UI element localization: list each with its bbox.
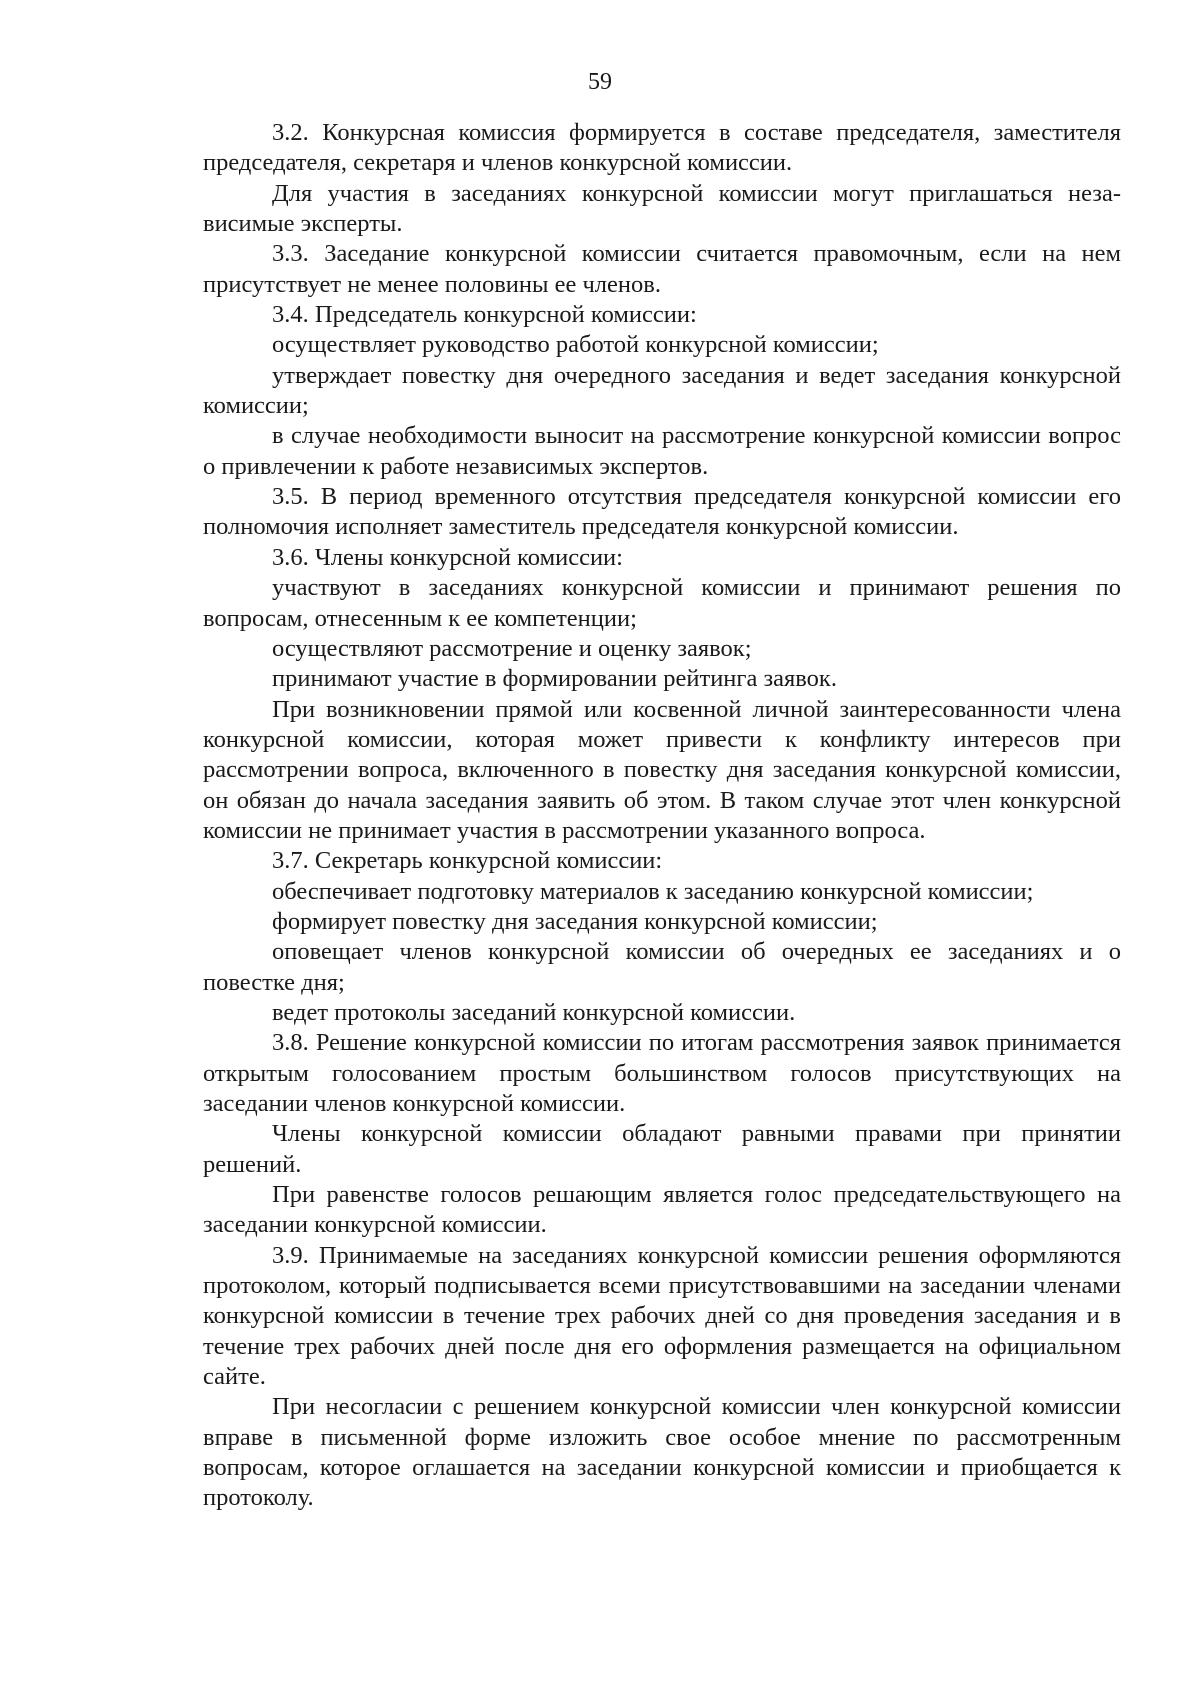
document-body <box>203 118 1121 1514</box>
paragraph-3-9: 3.9. Принимаемые на заседаниях конкурсной комиссии решения оформляются протоколом, который подписывается всеми присутствовавшими на заседании членами конкурсной комиссии в течение трех рабочих дней со дня проведения заседания и в течение трех рабочих дней после дня его оформления размещается на официальном сайте. <box>203 1241 1121 1391</box>
paragraph-dissenting-opinion: При несогласии с решением конкурсной комиссии член конкурсной комиссии вправе в письменной форме изложить свое особое мнение по рассмотренным вопросам, которое оглашается на заседании конкурсной комиссии и приобщается к протоколу. <box>203 1393 1121 1512</box>
paragraph-equal-rights: Члены конкурсной комиссии обладают равными правами при принятии решений. <box>203 1120 1121 1178</box>
list-item: ведет протоколы заседаний конкурсной комиссии. <box>272 998 796 1026</box>
list-item: принимают участие в формировании рейтинга заявок. <box>272 665 837 693</box>
list-item: обеспечивает подготовку материалов к заседанию конкурсной комиссии; <box>272 877 1034 905</box>
page-number: 59 <box>588 69 612 95</box>
paragraph-experts: Для участия в заседаниях конкурсной комиссии могут приглашаться независимые эксперты. <box>203 179 1121 238</box>
paragraph-3-3: 3.3. Заседание конкурсной комиссии считается правомочным, если на нем присутствует не менее половины ее членов. <box>203 240 1121 298</box>
list-item: участвуют в заседаниях конкурсной комиссии и принимают решения по вопросам, отнесенным к ее компетенции; <box>203 574 1121 632</box>
paragraph-tie-vote: При равенстве голосов решающим является голос председательствующего на заседании конкурсной комиссии. <box>203 1181 1121 1239</box>
list-item: осуществляют рассмотрение и оценку заявок; <box>272 634 752 662</box>
paragraph-3-4: 3.4. Председатель конкурсной комиссии: <box>272 301 697 329</box>
paragraph-3-6: 3.6. Члены конкурсной комиссии: <box>272 543 623 571</box>
list-item: оповещает членов конкурсной комиссии об очередных ее заседаниях и о повестке дня; <box>203 938 1121 996</box>
list-item: утверждает повестку дня очередного заседания и ведет заседания конкурсной комиссии; <box>203 361 1121 420</box>
paragraph-3-5: 3.5. В период временного отсутствия председателя конкурсной комиссии его полномочия исполняет заместитель председателя конкурсной комиссии. <box>203 483 1121 541</box>
paragraph-3-7: 3.7. Секретарь конкурсной комиссии: <box>272 847 663 875</box>
paragraph-conflict-of-interest: При возникновении прямой или косвенной личной заинтересованности члена конкурсной комиссии, которая может привести к конфликту интересов при рассмотрении вопроса, включенного в повестку дня заседания конкурсной комиссии, он обязан до начала заседания заявить об этом. В таком случае этот член конкурсной комиссии не принимает участия в рассмотрении указанного вопроса. <box>203 695 1121 844</box>
list-item: в случае необходимости выносит на рассмотрение конкурсной комиссии вопрос о привлечении к работе независимых экспертов. <box>203 422 1121 480</box>
list-item: формирует повестку дня заседания конкурсной комиссии; <box>272 907 878 935</box>
paragraph-3-2: 3.2. Конкурсная комиссия формируется в составе председателя, заместителя председателя, секретаря и членов конкурсной комиссии. <box>203 119 1121 177</box>
paragraph-3-8: 3.8. Решение конкурсной комиссии по итогам рассмотрения заявок принимается открытым голосованием простым большинством голосов присутствующих на заседании членов конкурсной комиссии. <box>203 1029 1121 1117</box>
list-item: осуществляет руководство работой конкурсной комиссии; <box>272 331 879 359</box>
